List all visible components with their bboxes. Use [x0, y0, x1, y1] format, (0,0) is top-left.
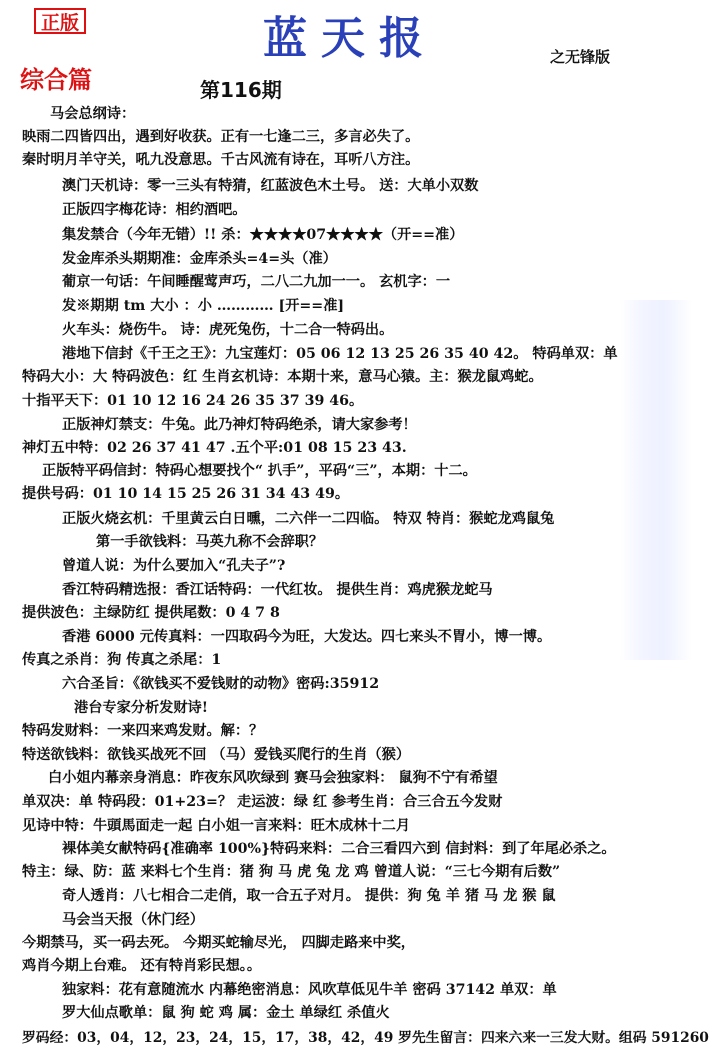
text-line: 六合圣旨：《欲钱买不爱钱财的动物》密码:35912	[62, 676, 380, 692]
text-line: 白小姐内幕亲身消息：昨夜东风吹绿到 赛马会独家料： 鼠狗不宁有希望	[48, 770, 498, 786]
text-line: 发金库杀头期期准：金库杀头=4=头（准）	[62, 251, 337, 267]
text-line: 裸体美女献特码{准确率 100%}特码来料：二合三看四六到 信封料：到了年尾必杀之。	[62, 841, 616, 857]
text-line: 澳门天机诗：零一三头有特猜，红蓝波色木土号。 送：大单小双数	[62, 178, 479, 194]
text-line: 香江特码精选报：香江话特码：一代红妆。 提供生肖：鸡虎猴龙蛇马	[62, 582, 493, 598]
side-watermark	[620, 300, 692, 660]
text-line: 马会当天报（休门经）	[62, 912, 204, 928]
text-line: 正版火烧玄机：千里黄云白日曛，二六伴一二四临。 特双 特肖：猴蛇龙鸡鼠兔	[62, 511, 555, 527]
text-line: 发※期期 tm 大小 ：小 ………… [开==准]	[62, 298, 345, 314]
text-line: 火车头：烧伤牛。 诗：虎死兔伤，十二合一特码出。	[62, 322, 394, 338]
text-line: 十指平天下：01 10 12 16 24 26 35 37 39 46。	[22, 393, 364, 409]
text-line: 马会总纲诗：	[50, 106, 136, 122]
text-line: 奇人透肖：八七相合二走俏，取一合五子对月。 提供：狗 兔 羊 猪 马 龙 猴 鼠	[62, 888, 556, 904]
text-line: 提供波色：主绿防红 提供尾数：0 4 7 8	[22, 605, 280, 621]
text-line: 神灯五中特：02 26 37 41 47 .五个平:01 08 15 23 43.	[22, 440, 407, 456]
edition-label: 之无锋版	[550, 48, 611, 66]
text-line: 鸡肖今期上台难。 还有特肖彩民想。。	[22, 958, 262, 974]
newspaper-title: 蓝天报	[263, 13, 437, 64]
text-line: 港台专家分析发财诗!	[74, 700, 208, 716]
text-line: 传真之杀肖：狗 传真之杀尾：1	[22, 652, 222, 668]
text-line: 曾道人说：为什么要加入“孔夫子”?	[62, 558, 286, 574]
text-line: 罗码经：03，04，12，23，24，15，17，38，42，49 罗先生留言：四来六来一三发大财。组码 591260	[22, 1030, 709, 1046]
text-line: 单双决：单 特码段：01+23=？ 走运波：绿 红 参考生肖：合三合五今发财	[22, 794, 503, 810]
text-line: 特码大小：大 特码波色：红 生肖玄机诗：本期十来，意马心猿。主：猴龙鼠鸡蛇。	[22, 369, 543, 385]
text-line: 特主：绿、防：蓝 来料七个生肖：猪 狗 马 虎 兔 龙 鸡 曾道人说：“三七今期有后数”	[22, 864, 561, 880]
text-line: 独家料：花有意随流水 内幕绝密消息：风吹草低见牛羊 密码 37142 单双：单	[62, 982, 557, 998]
text-line: 第一手欲钱料：马英九称不会辞职？	[96, 534, 324, 550]
text-line: 见诗中特：牛頭馬面走一起 白小姐一言来料：旺木成林十二月	[22, 818, 411, 834]
text-line: 正版特平码信封：特码心想要找个“ 扒手”，平码“三”，本期：十二。	[42, 463, 477, 479]
text-line: 香港 6000 元传真料：一四取码今为旺，大发达。四七来头不胃小，博一博。	[62, 629, 552, 645]
text-line: 今期禁马，买一码去死。 今期买蛇输尽光， 四脚走路来中奖，	[22, 935, 415, 951]
section-title: 综合篇	[20, 65, 92, 94]
text-line: 集发禁合（今年无错）!! 杀：★★★★07★★★★（开==准）	[62, 227, 464, 243]
text-line: 葡京一句话：午间睡醒莺声巧，二八二九加一一。 玄机字：一	[62, 274, 451, 290]
text-line: 提供号码：01 10 14 15 25 26 31 34 43 49。	[22, 486, 350, 502]
text-line: 特送欲钱料：欲钱买战死不回 （马）爱钱买爬行的生肖（猴）	[22, 747, 411, 763]
genuine-badge: 正版	[34, 8, 86, 34]
text-line: 罗大仙点歌单：鼠 狗 蛇 鸡 属：金土 单绿红 杀值火	[62, 1005, 390, 1021]
issue-number: 第116期	[200, 78, 282, 102]
text-line: 正版神灯禁支：牛兔。此乃神灯特码绝杀，请大家参考！	[62, 417, 417, 433]
text-line: 秦时明月羊守关，吼九没意思。千古风流有诗在，耳听八方注。	[22, 152, 420, 168]
text-line: 港地下信封《千王之王》：九宝莲灯：05 06 12 13 25 26 35 40 42。 特码单双：单	[62, 346, 618, 362]
text-line: 特码发财料：一来四来鸡发财。解：？	[22, 723, 264, 739]
text-line: 映雨二四皆四出，遇到好收获。正有一七逢二三，多言必失了。	[22, 129, 420, 145]
text-line: 正版四字梅花诗：相约酒吧。	[62, 202, 247, 218]
